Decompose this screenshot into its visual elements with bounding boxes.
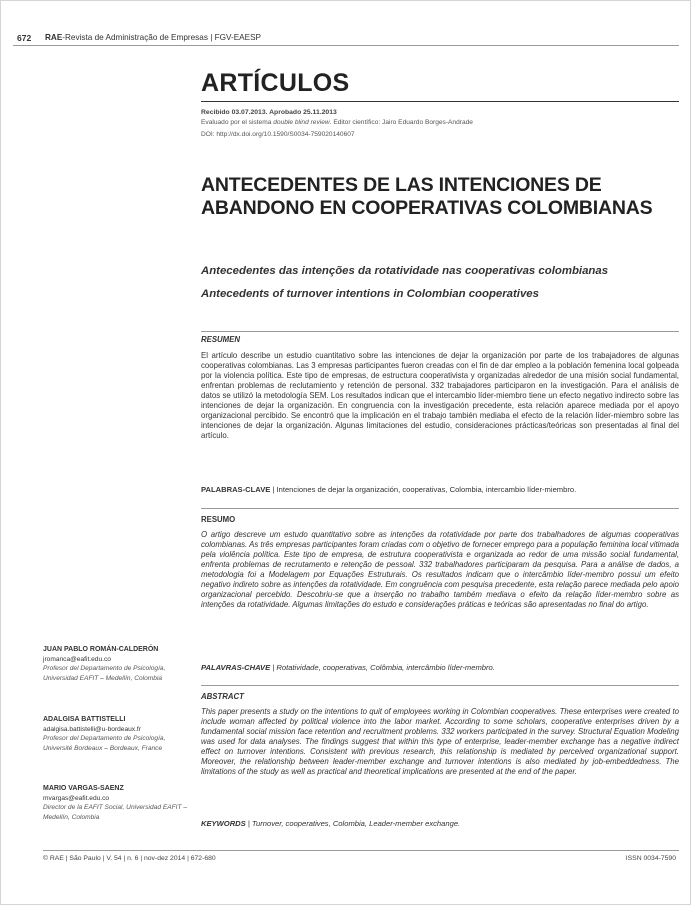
author-entry [43,645,191,683]
subtitle-english: Antecedents of turnover intentions in Colombian cooperatives [201,288,539,300]
resumen-keywords [201,485,679,494]
author-email[interactable]: adalgisa.battistelli@u-bordeaux.fr [43,725,141,733]
resumo-keywords-list: | Rotatividade, cooperativas, Colômbia, intercâmbio líder-membro. [270,663,495,672]
received-dates: Recibido 03.07.2013. Aprobado 25.11.2013 [201,109,337,116]
footer-issn: ISSN 0034-7590 [625,855,676,862]
journal-rest: -Revista de Administração de Empresas | FGV-EAESP [62,33,262,42]
abstract-keywords-list: | Turnover, cooperatives, Colombia, Leader-member exchange. [245,819,461,828]
section-title: ARTÍCULOS [201,69,350,97]
author-name: ADALGISA BATTISTELLI [43,716,126,723]
resumo-heading: RESUMO [201,515,236,524]
resumo-rule [201,508,679,509]
resumen-rule [201,331,679,332]
resumo-keywords-label: PALAVRAS-CHAVE [201,663,271,672]
author-affiliation: Profesor del Departamento de Psicología, Universidad EAFIT – Medellín, Colombia [43,665,166,682]
author-email[interactable]: mvargas@eafit.edu.co [43,794,110,802]
resumen-keywords-label: PALABRAS-CLAVE [201,485,271,494]
evaluation-prefix: Evaluado por el sistema [201,119,274,126]
author-entry [43,715,191,753]
abstract-keywords-label: KEYWORDS [201,819,246,828]
resumen-heading: RESUMEN [201,335,240,344]
footer-citation: © RAE | São Paulo | V. 54 | n. 6 | nov-dez 2014 | 672-680 [43,855,216,862]
author-email[interactable]: jromanca@eafit.edu.co [43,655,111,663]
subtitle-portuguese: Antecedentes das intenções da rotatividade nas cooperativas colombianas [201,265,609,277]
resumen-text: El artículo describe un estudio cuantitativo sobre las intenciones de dejar la organización por parte de los trabajadores de algunas cooperativas colombianas. Las 3 empresas participantes fueron creadas con el fin de dar empleo a la población femenina local golpeada por la violencia política. Este tipo de empresas, de estructura cooperativista y organizadas alrededor de una misión social fundamental, enfrentan problemas de reclutamiento y retención de personal. 332 trabajadores participaron en la investigación. Para el análisis de datos se utilizó la metodología SEM. Los resultados indican que el intercambio líder-miembro tiene un efecto negativo indirecto sobre las intenciones de dejar la organización. En congruencia con la investigación precedente, esta relación aparece mediada por el apoyo organizacional percibido. Se encontró que la implicación en el trabajo también mediaba el efecto de la relación líder-miembro sobre las intenciones de dejar la organización. Algunas limitaciones del estudio, consideraciones prácticas/teóricas son presentadas al final del artículo. [201,351,679,440]
journal-name [45,33,261,42]
author-entry [43,784,191,822]
author-name: JUAN PABLO ROMÁN-CALDERÓN [43,646,159,653]
resumen-keywords-list: | Intenciones de dejar la organización, cooperativas, Colombia, intercambio líder-miembro. [270,485,577,494]
resumo-keywords [201,663,679,672]
author-affiliation: Profesor del Departamento de Psicología, Université Bordeaux – Bordeaux, France [43,735,166,752]
evaluation-italic: double blind review [273,119,330,126]
section-rule [201,101,679,102]
abstract-rule [201,685,679,686]
doi-link[interactable]: DOI: http://dx.doi.org/10.1590/S0034-759020140607 [201,131,355,138]
journal-abbr: RAE [45,33,63,42]
resumo-text: O artigo descreve um estudo quantitativo sobre as intenções da rotatividade por parte dos trabalhadores de algumas cooperativas colombianas. As três empresas participantes foram criadas com o objetivo de fornecer emprego para a população feminina local vitimada pela violência política. Este tipo de empresa, de estrutura cooperativista e organizada ao redor de uma missão social fundamental, enfrenta problemas de recrutamento e retenção de pessoal. 332 trabalhadores participaram da pesquisa. Para a análise de dados, a metodologia foi a Modelagem por Equações Estruturais. Os resultados indicam que o intercâmbio líder-membro possui um efeito negativo indireto sobre as intenções da rotatividade. Em congruência com pesquisa precedente, esta relação parece mediada pelo apoio organizacional percebido. Descobriu-se que a inserção no trabalho também mediava o efeito da relação líder-membro sobre as intenções da rotatividade. Algumas limitações do estudo e considerações práticas e teóricas são apresentadas no final do artigo. [201,530,679,609]
abstract-text: This paper presents a study on the intentions to quit of employees working in Colombian cooperatives. These enterprises were created to include woman affected by political violence into the labor market. According to some scholars, cooperative enterprises driven by a fundamental social mission face retention and recruitment problems. 332 workers participated in the survey. Structural Equation Modeling was used for data analyses. The findings suggest that within this type of enterprise, leader-member exchange has a negative indirect effect on turnover intentions. Consistent with previous research, this relationship is mediated by perceived organizational support. Moreover, the relationship between leader-member exchange and turnover intentions is also mediated by job-embeddedness. The limitations of the study as well as practical and theoretical implications are presented at the end of the paper. [201,707,679,776]
running-header [13,27,679,46]
author-name: MARIO VARGAS-SAENZ [43,785,124,792]
article-title: ANTECEDENTES DE LAS INTENCIONES DE ABANDONO EN COOPERATIVAS COLOMBIANAS [201,174,653,219]
evaluation-note [201,119,473,126]
abstract-heading: ABSTRACT [201,692,244,701]
abstract-keywords [201,819,679,828]
page-number: 672 [17,33,32,43]
author-affiliation: Director de la EAFIT Social, Universidad EAFIT – Medellín, Colombia [43,804,188,821]
footer-rule [43,850,679,851]
evaluation-suffix: . Editor científico: Jairo Eduardo Borges-Andrade [329,119,473,126]
